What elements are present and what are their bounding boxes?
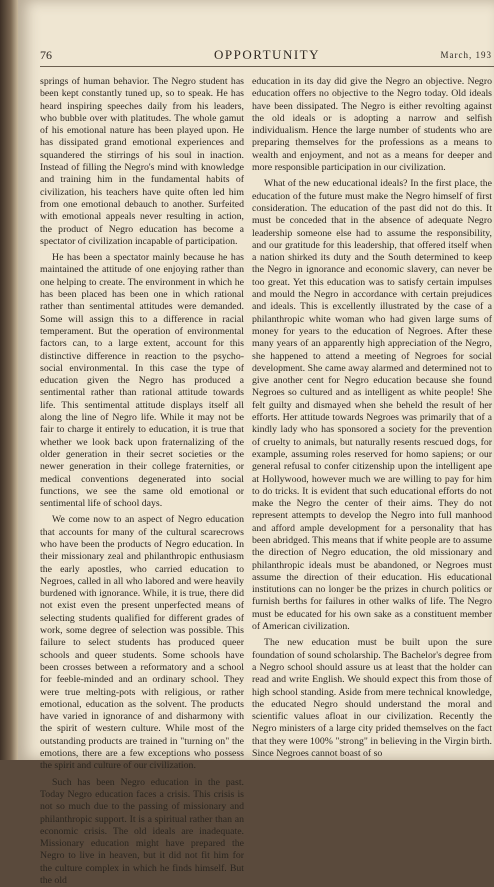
left-column xyxy=(40,76,244,886)
journal-title: OPPORTUNITY xyxy=(213,47,320,62)
running-header xyxy=(40,46,494,67)
paragraph: education in its day did give the Negro an objective. Negro education offers no objective to the Negro today. Old ideals have been dissipated. The Negro is either revolting against the old ideals or is adopting a narrow and selfish individualism. Hence the large number of students who are preparing themselves for the professions as a means to wealth and enjoyment, and not as a means for deeper and more responsible participation in our civilization. xyxy=(252,76,492,174)
book-gutter xyxy=(0,0,18,760)
paragraph: Such has been Negro education in the past. Today Negro education faces a crisis. This crisis is not so much due to the passing of missionary and philanthropic support. It is a spiritual rather than an economic crisis. The old ideals are inadequate. Missionary education might have prepared the Negro to live in heaven, but it did not fit him for the culture complex in which he finds himself. But the old xyxy=(40,776,244,886)
paragraph: The new education must be built upon the sure foundation of sound scholarship. The Bachelor's degree from a Negro school should assure us at least that the holder can read and write English. We should expect this from those of high school standing. Aside from mere technical knowledge, the educated Negro should understand the moral and scientific values afloat in our civilization. Recently the Negro ministers of a large city prided themselves on the fact that they were 100% "strong" in believing in the Virgin birth. Since Negroes cannot boast of so xyxy=(252,637,492,760)
page-number: 76 xyxy=(40,48,52,62)
paragraph: springs of human behavior. The Negro student has been kept constantly tuned up, so to speak. He has heard inspiring speeches daily from his leaders, who bubble over with platitudes. The whole gamut of his emotional nature has been played upon. He has dissipated grand emotional experiences and squandered the stirrings of his soul in inaction. Instead of filling the Negro's mind with knowledge and training him in the fundamental habits of civilization, his teachers have quite often led him from one emotional debauch to another. Surfeited with emotional appeals never resulting in action, the product of Negro education has become a spectator of civilization incapable of participation. xyxy=(40,76,244,247)
paragraph: He has been a spectator mainly because he has maintained the attitude of one enjoying rather than one helping to create. The environment in which he has been placed has been one in which rational rather than sentimental attitudes were demanded. Some will assign this to a difference in racial temperament. But the operation of environmental factors can, to a large extent, account for this distinctive difference in reaction to the psycho-social environmental. In this case the type of education given the Negro has produced a sentimental rather than rational attitude towards life. This sentimental attitude displays itself all along the line of Negro life. While it may not be fair to charge it entirely to education, it is true that whether we look back upon fraternalizing of the older generation in their secret societies or the newer generation in their college fraternities, or medical conventions degenerated into social functions, we see the same old emotional or sentimental life of school days. xyxy=(40,252,244,510)
issue-date: March, 193 xyxy=(440,50,492,60)
paragraph: We come now to an aspect of Negro education that accounts for many of the cultural scarecrows who have been the products of Negro education. In their missionary zeal and philanthropic enthusiasm the early apostles, who carried education to Negroes, called in all who labored and were heavily burdened with ignorance. While, it is true, there did not exist even the present unperfected means of selecting students qualified for different grades of work, some degree of selection was possible. This failure to select students has produced queer schools and queer students. Some schools have been crosses between a reformatory and a school for feeble-minded and an ordinary school. They were true melting-pots with religious, or rather emotional, education as the solvent. The products have varied in ignorance of and disharmony with the spirit of western culture. While most of the outstanding products are trained in "turning on" the emotions, there are a few exceptions who possess the spirit and culture of our civilization. xyxy=(40,514,244,772)
paragraph: What of the new educational ideals? In the first place, the education of the future must make the Negro himself of first consideration. The education of the past did not do this. It must be conceded that in the absence of adequate Negro leadership someone else had to assume the responsibility, and our gratitude for this leadership, that offered itself when a nation shirked its duty and the South determined to keep the Negro in ignorance and economic slavery, can never be too great. Yet this education was to satisfy certain impulses and mould the Negro in accordance with certain prejudices and ideals. This is excellently illustrated by the case of a philanthropic white woman who had given large sums of money for years to the education of Negroes. After these many years of an apparently high appreciation of the Negro, she happened to attend a meeting of Negroes for social development. She came away alarmed and determined not to give another cent for Negro education because she found Negroes so cultured and as intelligent as white people! She felt guilty and dismayed when she beheld the result of her efforts. Her attitude towards Negroes was primarily that of a kindly lady who has sponsored a society for the prevention of cruelty to animals, but naturally resents rescued dogs, for example, assuming roles reserved for homo sapiens; or our general refusal to confer citizenship upon the intelligent ape at Hollywood, however much we are willing to pay for him to do tricks. It is evident that such educational efforts do not make the Negro the center of their aims. They do not represent attempts to develop the Negro into full manhood and afford ample development for a personality that has been abridged. This means that if white people are to assume the direction of Negro education, the old missionary and philanthropic ideals must be abandoned, or Negroes must assume the direction of their education. His educational institutions can no longer be the prizes in church politics or furnish berths for failures in other walks of life. The Negro must be educated for his own sake as a constituent member of American civilization. xyxy=(252,178,492,633)
right-column xyxy=(252,76,492,760)
